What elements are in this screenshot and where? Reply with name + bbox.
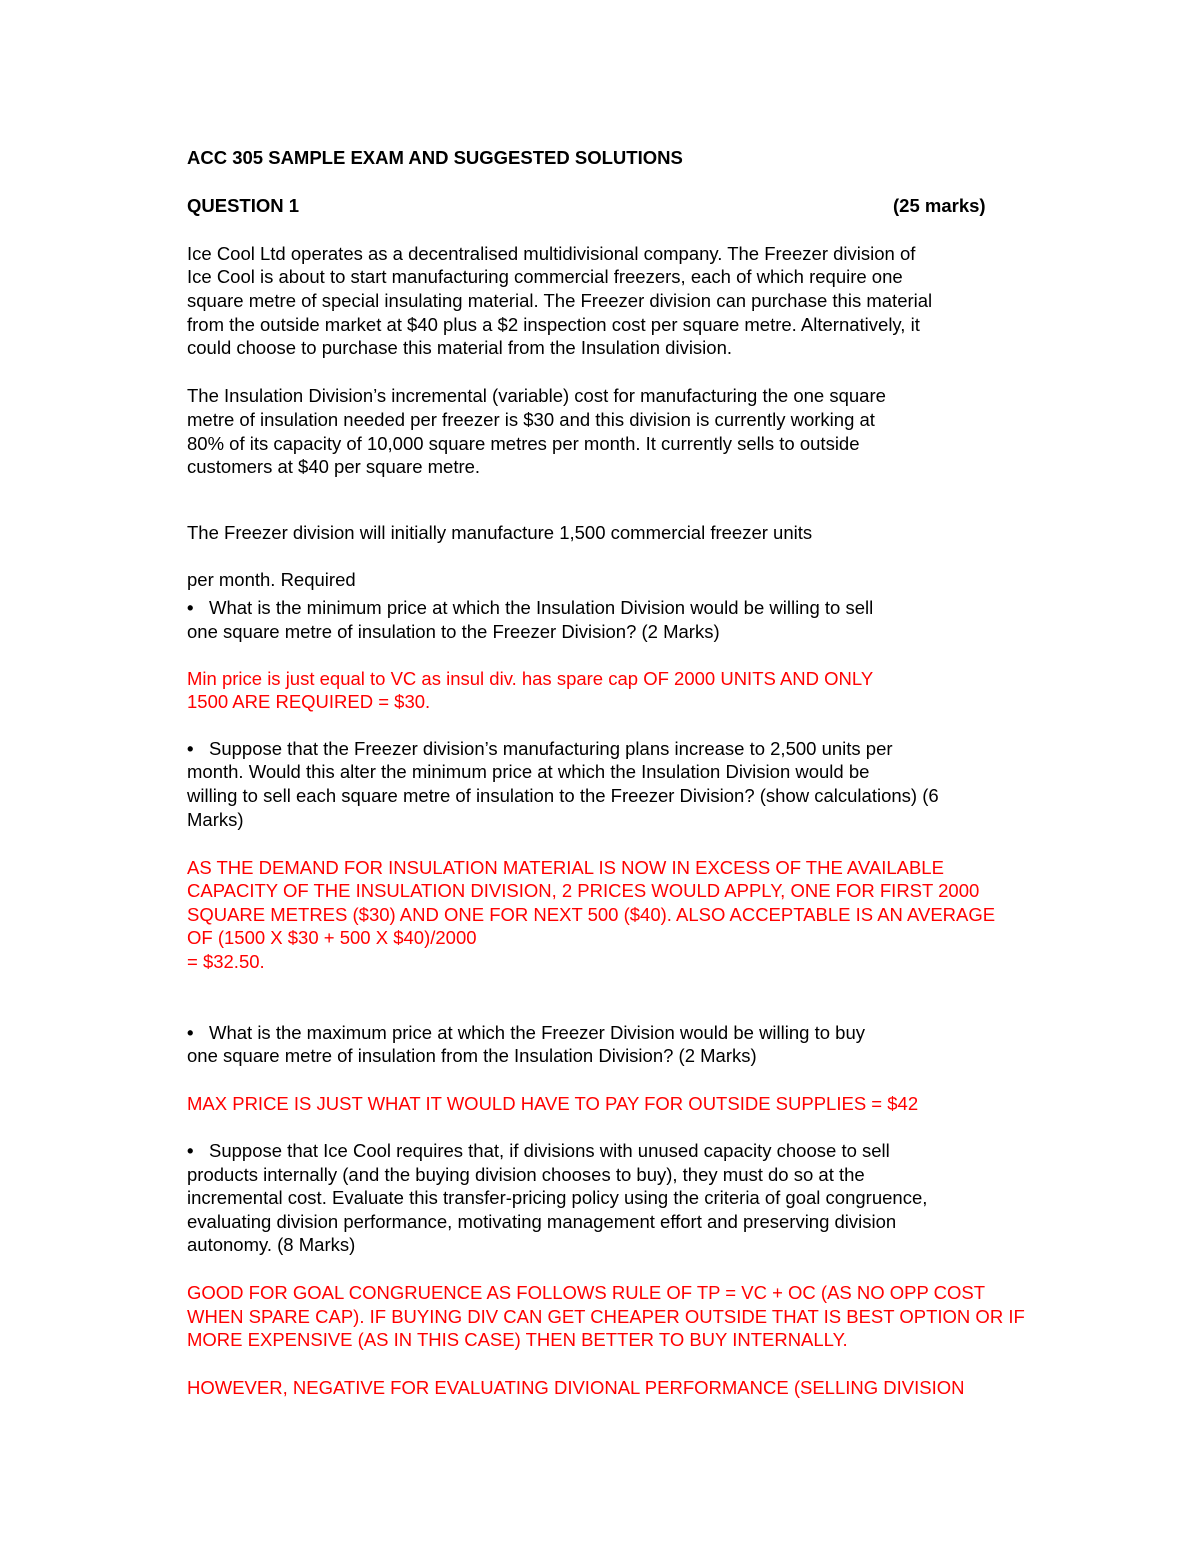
intro-line: Ice Cool Ltd operates as a decentralised multidivisional company. The Freezer division of <box>187 243 916 264</box>
answer-line: Min price is just equal to VC as insul div. has spare cap OF 2000 UNITS AND ONLY <box>187 668 874 689</box>
question-item: • Suppose that the Freezer division’s manufacturing plans increase to 2,500 units per <box>187 737 893 761</box>
question-line: products internally (and the buying division chooses to buy), they must do so at the <box>187 1164 865 1185</box>
question-line: incremental cost. Evaluate this transfer-pricing policy using the criteria of goal congruence, <box>187 1187 928 1208</box>
question-label: QUESTION 1 <box>187 195 300 216</box>
answer-line: MAX PRICE IS JUST WHAT IT WOULD HAVE TO PAY FOR OUTSIDE SUPPLIES = $42 <box>187 1093 919 1114</box>
answer-line: MORE EXPENSIVE (AS IN THIS CASE) THEN BETTER TO BUY INTERNALLY. <box>187 1329 848 1350</box>
answer-line: HOWEVER, NEGATIVE FOR EVALUATING DIVIONAL PERFORMANCE (SELLING DIVISION <box>187 1377 965 1398</box>
required-line: per month. Required <box>187 569 356 590</box>
answer-line: SQUARE METRES ($30) AND ONE FOR NEXT 500 ($40). ALSO ACCEPTABLE IS AN AVERAGE <box>187 904 996 925</box>
insulation-line: The Insulation Division’s incremental (variable) cost for manufacturing the one square <box>187 385 886 406</box>
question-item: • Suppose that Ice Cool requires that, if divisions with unused capacity choose to sell <box>187 1139 890 1163</box>
question-line: Marks) <box>187 809 244 830</box>
answer-line: GOOD FOR GOAL CONGRUENCE AS FOLLOWS RULE OF TP = VC + OC (AS NO OPP COST <box>187 1282 986 1303</box>
intro-line: square metre of special insulating material. The Freezer division can purchase this material <box>187 290 933 311</box>
insulation-line: metre of insulation needed per freezer is $30 and this division is currently working at <box>187 409 875 430</box>
answer-line: = $32.50. <box>187 951 265 972</box>
answer-line: CAPACITY OF THE INSULATION DIVISION, 2 PRICES WOULD APPLY, ONE FOR FIRST 2000 <box>187 880 980 901</box>
insulation-line: 80% of its capacity of 10,000 square metres per month. It currently sells to outside <box>187 433 860 454</box>
insulation-line: customers at $40 per square metre. <box>187 456 481 477</box>
question-line: willing to sell each square metre of insulation to the Freezer Division? (show calculations) (6 <box>187 785 939 806</box>
answer-line: AS THE DEMAND FOR INSULATION MATERIAL IS NOW IN EXCESS OF THE AVAILABLE <box>187 857 944 878</box>
intro-line: Ice Cool is about to start manufacturing commercial freezers, each of which require one <box>187 266 903 287</box>
question-line: one square metre of insulation from the Insulation Division? (2 Marks) <box>187 1045 757 1066</box>
question-line: one square metre of insulation to the Freezer Division? (2 Marks) <box>187 621 720 642</box>
question-item: • What is the minimum price at which the Insulation Division would be willing to sell <box>187 596 873 620</box>
intro-line: from the outside market at $40 plus a $2 inspection cost per square metre. Alternatively, it <box>187 314 920 335</box>
question-line: autonomy. (8 Marks) <box>187 1234 356 1255</box>
question-line: month. Would this alter the minimum price at which the Insulation Division would be <box>187 761 870 782</box>
question-line: evaluating division performance, motivating management effort and preserving division <box>187 1211 897 1232</box>
answer-line: OF (1500 X $30 + 500 X $40)/2000 <box>187 927 477 948</box>
answer-line: WHEN SPARE CAP). IF BUYING DIV CAN GET CHEAPER OUTSIDE THAT IS BEST OPTION OR IF <box>187 1306 1025 1327</box>
question-marks: (25 marks) <box>893 195 986 216</box>
question-item: • What is the maximum price at which the Freezer Division would be willing to buy <box>187 1021 865 1045</box>
intro-line: could choose to purchase this material from the Insulation division. <box>187 337 733 358</box>
freezer-line: The Freezer division will initially manufacture 1,500 commercial freezer units <box>187 522 813 543</box>
document-title: ACC 305 SAMPLE EXAM AND SUGGESTED SOLUTIONS <box>187 147 683 168</box>
answer-line: 1500 ARE REQUIRED = $30. <box>187 691 431 712</box>
